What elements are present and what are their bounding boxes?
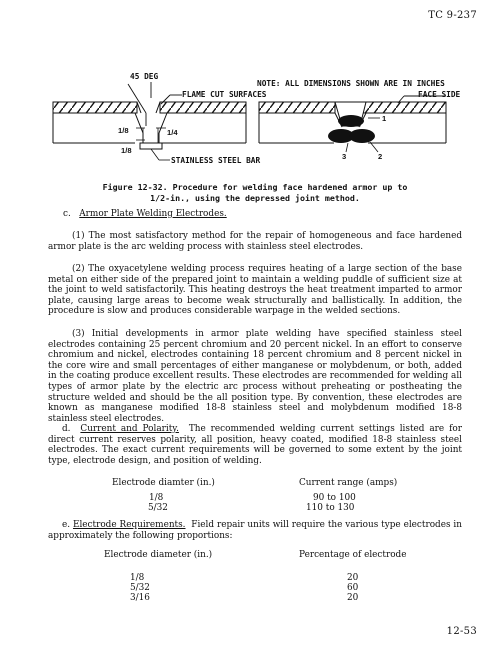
- weld-pass-1-label: 1: [382, 114, 387, 123]
- proportion-table-row-1-percentage: 20: [347, 573, 359, 583]
- current-table-header-range: Current range (amps): [299, 478, 398, 488]
- figure-caption: [40, 182, 470, 204]
- proportion-table-row-3-percentage: 20: [347, 593, 359, 603]
- current-table-header-diameter: Electrode diamter (in.): [112, 478, 215, 488]
- angle-label: 45 DEG: [130, 72, 159, 81]
- dimension-label-b: 1/4: [167, 128, 178, 137]
- right-joint-drawing: [259, 96, 446, 152]
- current-table-row-1-diameter: 1/8: [149, 493, 164, 503]
- current-table-row-2-range: 110 to 130: [306, 503, 355, 513]
- weld-pass-3-label: 3: [342, 152, 347, 161]
- figure-caption-line2: 1/2-in., using the depressed joint method.: [150, 193, 360, 203]
- paragraph-c3: (3) Initial developments in armor plate welding have specified stainless steel electrodes containing 25 percent chromium and 20 percent nickel. In an effort to conserve chromium and nickel, electrodes containing 18 percent chromium and 8 percent nickel in the core wire and small percentages of either manganese or molybdenum, or both, added in the coating produce excellent results. These electrodes are recommended for welding all types of armor plate by the electric arc process without preheating or postheating the structure welded and should be the all position type. By convention, these electrodes are known as manganese modified 18-8 stainless steel and molybdenum modified 18-8 stainless steel electrodes.: [48, 329, 462, 424]
- stainless-bar-label: STAINLESS STEEL BAR: [171, 156, 261, 165]
- proportion-table-row-1-diameter: 1/8: [130, 573, 145, 583]
- current-table-row-2-diameter: 5/32: [148, 503, 168, 513]
- weld-pass-2-label: 2: [378, 152, 383, 161]
- flame-cut-label: FLAME CUT SURFACES: [182, 90, 267, 99]
- paragraph-c2: (2) The oxyacetylene welding process requires heating of a large section of the base metal on either side of the prepared joint to maintain a welding puddle of sufficient size at the joint to weld satisfactorily. This heating destroys the heat treatment imparted to armor plate, causing large areas to become weak structurally and ballistically. In addition, the procedure is slow and produces considerable warpage in the welded sections.: [48, 264, 462, 317]
- proportion-table-header-diameter: Electrode diameter (in.): [104, 550, 213, 560]
- section-c-letter: c.: [63, 209, 71, 219]
- section-d-paragraph: [48, 424, 462, 466]
- paragraph-c1: (1) The most satisfactory method for the repair of homogeneous and face hardened armor plate is the arc welding process with stainless steel electrodes.: [48, 231, 462, 252]
- face-side-label: FACE SIDE: [418, 90, 461, 99]
- section-d-title: Current and Polarity.: [80, 424, 179, 434]
- figure-caption-line1: Figure 12-32. Procedure for welding face hardened armor up to: [102, 182, 408, 192]
- section-e-paragraph: [48, 520, 462, 541]
- dimension-label-a: 1/8: [118, 126, 129, 135]
- proportion-table-row-3-diameter: 3/16: [130, 593, 150, 603]
- section-e-letter: e.: [62, 520, 71, 530]
- proportion-table-header-percentage: Percentage of electrode: [299, 550, 407, 560]
- proportion-table-row-2-diameter: 5/32: [130, 583, 150, 593]
- proportion-table-row-2-percentage: 60: [347, 583, 359, 593]
- section-d-text: The recommended welding current settings listed are for direct current reserves polarity, all position, heavy coated, modified 18-8 stainless steel electrodes. The exact current requirements will be governed to some extent by the joint type, electrode design, and position of welding.: [48, 424, 462, 466]
- current-table-row-1-range: 90 to 100: [313, 493, 356, 503]
- section-d-letter: d.: [62, 424, 71, 434]
- dimension-label-c: 1/8: [121, 146, 132, 155]
- section-e-title: Electrode Requirements.: [72, 520, 186, 530]
- section-c-heading: [63, 209, 227, 220]
- dimensions-note: NOTE: ALL DIMENSIONS SHOWN ARE IN INCHES: [257, 79, 445, 88]
- page-number: 12-53: [446, 626, 477, 637]
- document-id: TC 9-237: [428, 10, 477, 21]
- section-c-title: Armor Plate Welding Electrodes.: [79, 209, 227, 219]
- section-e-text: Field repair units will require the various type electrodes in approximately the following proportions:: [48, 520, 462, 541]
